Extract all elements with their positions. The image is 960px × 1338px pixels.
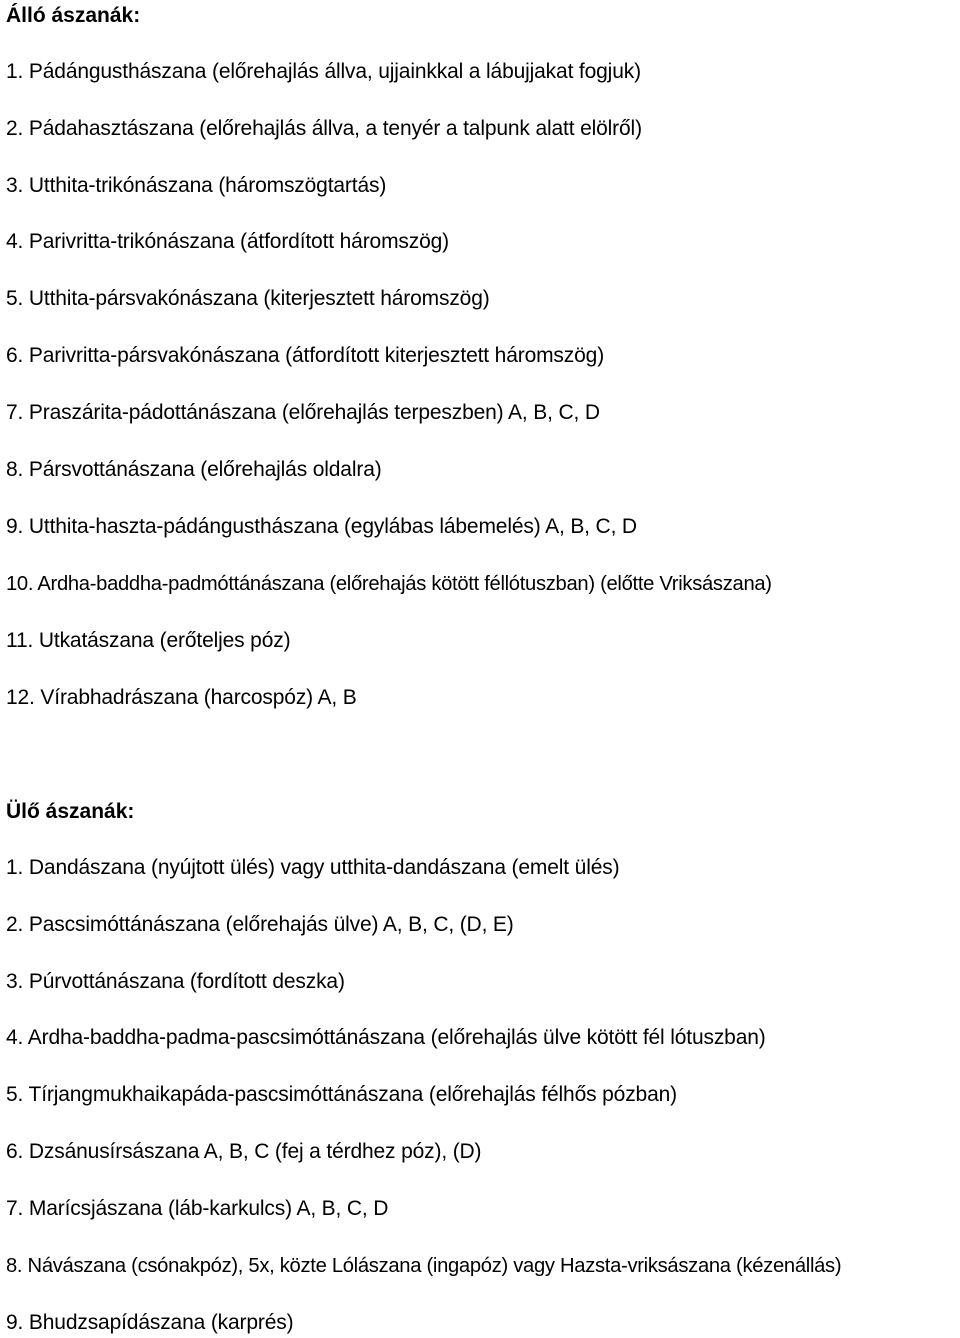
standing-item-7: 7. Praszárita-pádottánászana (előrehajlás terpeszben) A, B, C, D bbox=[6, 401, 600, 424]
standing-asanas-heading: Álló ászanák: bbox=[6, 4, 141, 27]
seated-item-4: 4. Ardha-baddha-padma-pascsimóttánászana (előrehajlás ülve kötött fél lótuszban) bbox=[6, 1026, 766, 1049]
seated-item-9: 9. Bhudzsapídászana (karprés) bbox=[6, 1311, 294, 1334]
seated-item-7: 7. Marícsjászana (láb-karkulcs) A, B, C, D bbox=[6, 1197, 389, 1220]
standing-item-1: 1. Pádángusthászana (előrehajlás állva, ujjainkkal a lábujjakat fogjuk) bbox=[6, 60, 641, 83]
standing-item-3: 3. Utthita-trikónászana (háromszögtartás) bbox=[6, 174, 387, 197]
standing-item-10: 10. Ardha-baddha-padmóttánászana (előrehajás kötött féllótuszban) (előtte Vriksászana) bbox=[6, 573, 772, 595]
standing-item-2: 2. Pádahasztászana (előrehajlás állva, a tenyér a talpunk alatt elölről) bbox=[6, 117, 642, 140]
seated-item-5: 5. Tírjangmukhaikapáda-pascsimóttánászana (előrehajlás félhős pózban) bbox=[6, 1083, 677, 1106]
seated-asanas-heading: Ülő ászanák: bbox=[6, 800, 135, 823]
seated-item-8: 8. Návászana (csónakpóz), 5x, közte Lólászana (ingapóz) vagy Hazsta-vriksászana (kézenállás) bbox=[6, 1255, 842, 1277]
standing-item-12: 12. Vírabhadrászana (harcospóz) A, B bbox=[6, 686, 357, 709]
seated-item-3: 3. Púrvottánászana (fordított deszka) bbox=[6, 970, 345, 993]
seated-item-6: 6. Dzsánusírsászana A, B, C (fej a térdhez póz), (D) bbox=[6, 1140, 482, 1163]
standing-item-6: 6. Parivritta-pársvakónászana (átfordított kiterjesztett háromszög) bbox=[6, 344, 605, 367]
standing-item-4: 4. Parivritta-trikónászana (átfordított háromszög) bbox=[6, 230, 450, 253]
seated-item-2: 2. Pascsimóttánászana (előrehajás ülve) A, B, C, (D, E) bbox=[6, 913, 514, 936]
standing-item-9: 9. Utthita-haszta-pádángusthászana (egylábas lábemelés) A, B, C, D bbox=[6, 515, 637, 538]
standing-item-5: 5. Utthita-pársvakónászana (kiterjesztett háromszög) bbox=[6, 287, 490, 310]
standing-item-8: 8. Pársvottánászana (előrehajlás oldalra) bbox=[6, 458, 382, 481]
standing-item-11: 11. Utkatászana (erőteljes póz) bbox=[6, 629, 291, 652]
seated-item-1: 1. Dandászana (nyújtott ülés) vagy utthita-dandászana (emelt ülés) bbox=[6, 856, 620, 879]
